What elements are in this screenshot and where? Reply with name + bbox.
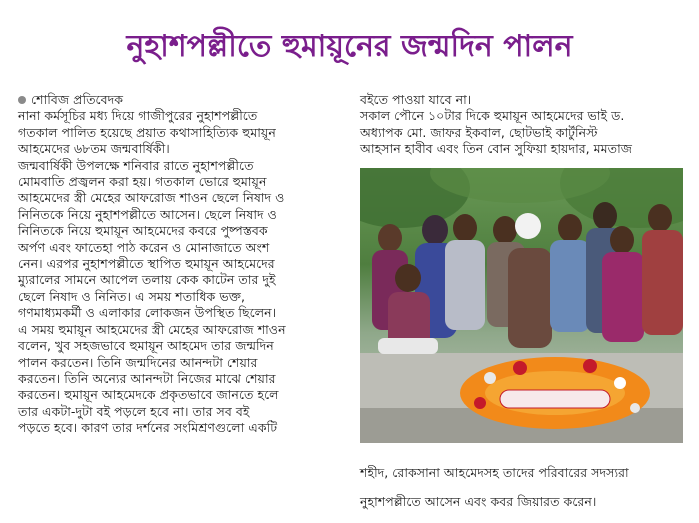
left-line: অর্পণ এবং ফাতেহা পাঠ করেন ও মোনাজাতে অংশ	[18, 239, 270, 255]
photo-caption	[360, 452, 682, 523]
right-line: বইতে পাওয়া যাবে না।	[360, 92, 472, 107]
left-line: গণমাধ্যমকর্মী ও এলাকার লোকজন উপস্থিত ছিলেন।	[18, 305, 277, 321]
right-line: আহসান হাবীব এবং তিন বোন সুফিয়া হায়দার, মমতাজ	[360, 141, 633, 157]
left-line: আহমেদের ৬৮তম জন্মবার্ষিকী।	[18, 141, 170, 157]
left-line: গতকাল পালিত হয়েছে প্রয়াত কথাসাহিত্যিক হুমায়ূন	[18, 124, 276, 140]
left-line: পালন করতেন। তিনি জন্মদিনের আনন্দটা শেয়ার	[18, 354, 258, 370]
left-line: এ সময় হুমায়ূন আহমেদের স্ত্রী মেহের আফরোজ শাওন	[18, 321, 286, 337]
left-line: মোমবাতি প্রজ্বলন করা হয়। গতকাল ভোরে হুমায়ূন	[18, 174, 267, 190]
article-headline: নুহাশপল্লীতে হুমায়ূনের জন্মদিন পালন	[126, 29, 573, 64]
photo-illustration	[360, 168, 683, 443]
left-line: ছেলে নিষাদ ও নিনিত। এ সময় শতাধিক ভক্ত,	[18, 288, 245, 304]
article-right-column	[360, 92, 682, 158]
left-line: তার একটা-দুটা বই পড়লে হবে না। তার সব বই	[18, 403, 250, 419]
byline	[18, 92, 345, 108]
left-line: জন্মবার্ষিকী উপলক্ষে শনিবার রাতে নুহাশপল্লীতে	[18, 157, 254, 173]
left-line: পড়তে হবে। কারণ তার দর্শনের সংমিশ্রণগুলো একটি	[18, 420, 278, 436]
article-left-column	[18, 92, 345, 437]
right-line: সকাল পৌনে ১০টার দিকে হুমায়ূন আহমেদের ভাই ড.	[360, 108, 625, 124]
bullet-icon	[18, 96, 26, 104]
left-line: নানা কর্মসূচির মধ্য দিয়ে গাজীপুরের নুহাশপল্লীতে	[18, 108, 258, 124]
left-line: নেন। এরপর নুহাশপল্লীতে স্থাপিত হুমায়ূন আহমেদের	[18, 256, 275, 272]
left-line: নিনিতকে নিয়ে হুমায়ূন আহমেদের কবরে পুষ্পস্তবক	[18, 223, 268, 239]
article-photo	[360, 168, 683, 443]
byline-text: শোবিজ প্রতিবেদক	[31, 92, 124, 107]
left-line: করতেন। তিনি অন্যের আনন্দটা নিজের মাঝে শেয়ার	[18, 370, 276, 386]
caption-line: নুহাশপল্লীতে আসেন এবং কবর জিয়ারত করেন।	[360, 493, 597, 509]
left-line: করতেন। হুমায়ূন আহমেদকে প্রকৃতভাবে জানতে হলে	[18, 387, 279, 403]
caption-line: শহীদ, রোকসানা আহমেদসহ তাদের পরিবারের সদস্যরা	[360, 464, 629, 480]
left-line: আহমেদের স্ত্রী মেহের আফরোজ শাওন ছেলে নিষাদ ও	[18, 190, 285, 206]
left-line: নিনিতকে নিয়ে নুহাশপল্লীতে আসেন। ছেলে নিষাদ ও	[18, 206, 277, 222]
left-line: বলেন, খুব সহজভাবে হুমায়ূন আহমেদ তার জন্মদিন	[18, 338, 274, 354]
right-line: অধ্যাপক মো. জাফর ইকবাল, ছোটভাই কার্টুনিস্ট	[360, 124, 598, 140]
left-line: ম্যুরালের সামনে আপেল তলায় কেক কাটেন তার দুই	[18, 272, 276, 288]
